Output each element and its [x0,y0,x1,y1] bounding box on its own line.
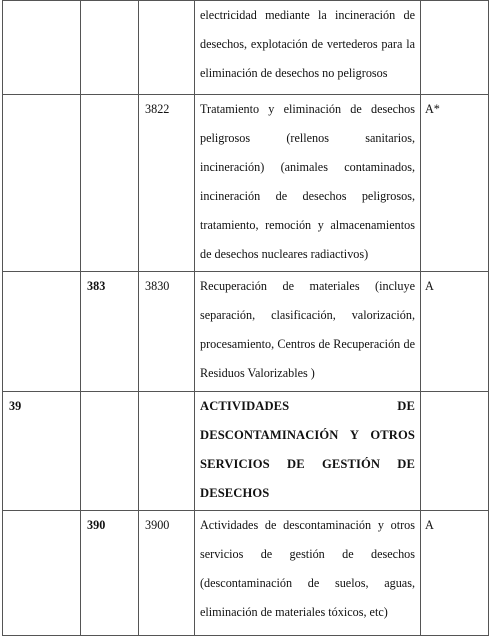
category-cell [421,392,489,511]
table-row [3,392,489,511]
description-cell: Recuperación de materiales (incluye separación, clasificación, valorización, procesamiento, Centros de Recuperación de Residuos Valorizables ) [195,272,421,392]
activity-classification-table [2,0,489,636]
class-code-cell: 3900 [139,511,195,636]
table-row [3,1,489,95]
division-code-cell [3,95,81,272]
section-heading-cell: ACTIVIDADES DE DESCONTAMINACIÓN Y OTROS SERVICIOS DE GESTIÓN DE DESECHOS [195,392,421,511]
description-cell: Actividades de descontaminación y otros servicios de gestión de desechos (descontaminación de suelos, aguas, eliminación de materiales tóxicos, etc) [195,511,421,636]
group-code-cell [81,95,139,272]
class-code-cell: 3822 [139,95,195,272]
division-code-cell [3,1,81,95]
division-code-cell [3,511,81,636]
description-cell: Tratamiento y eliminación de desechos peligrosos (rellenos sanitarios, incineración) (animales contaminados, incineración de desechos peligrosos, tratamiento, remoción y almacenamientos de desechos nucleares radiactivos) [195,95,421,272]
description-cell: electricidad mediante la incineración de desechos, explotación de vertederos para la eliminación de desechos no peligrosos [195,1,421,95]
group-code-cell [81,392,139,511]
division-code-cell [3,272,81,392]
category-cell: A* [421,95,489,272]
table-row [3,511,489,636]
group-code-cell: 390 [81,511,139,636]
category-cell: A [421,511,489,636]
category-cell: A [421,272,489,392]
class-code-cell: 3830 [139,272,195,392]
class-code-cell [139,1,195,95]
group-code-cell: 383 [81,272,139,392]
division-code-cell: 39 [3,392,81,511]
class-code-cell [139,392,195,511]
group-code-cell [81,1,139,95]
table-row [3,95,489,272]
table-row [3,272,489,392]
category-cell [421,1,489,95]
